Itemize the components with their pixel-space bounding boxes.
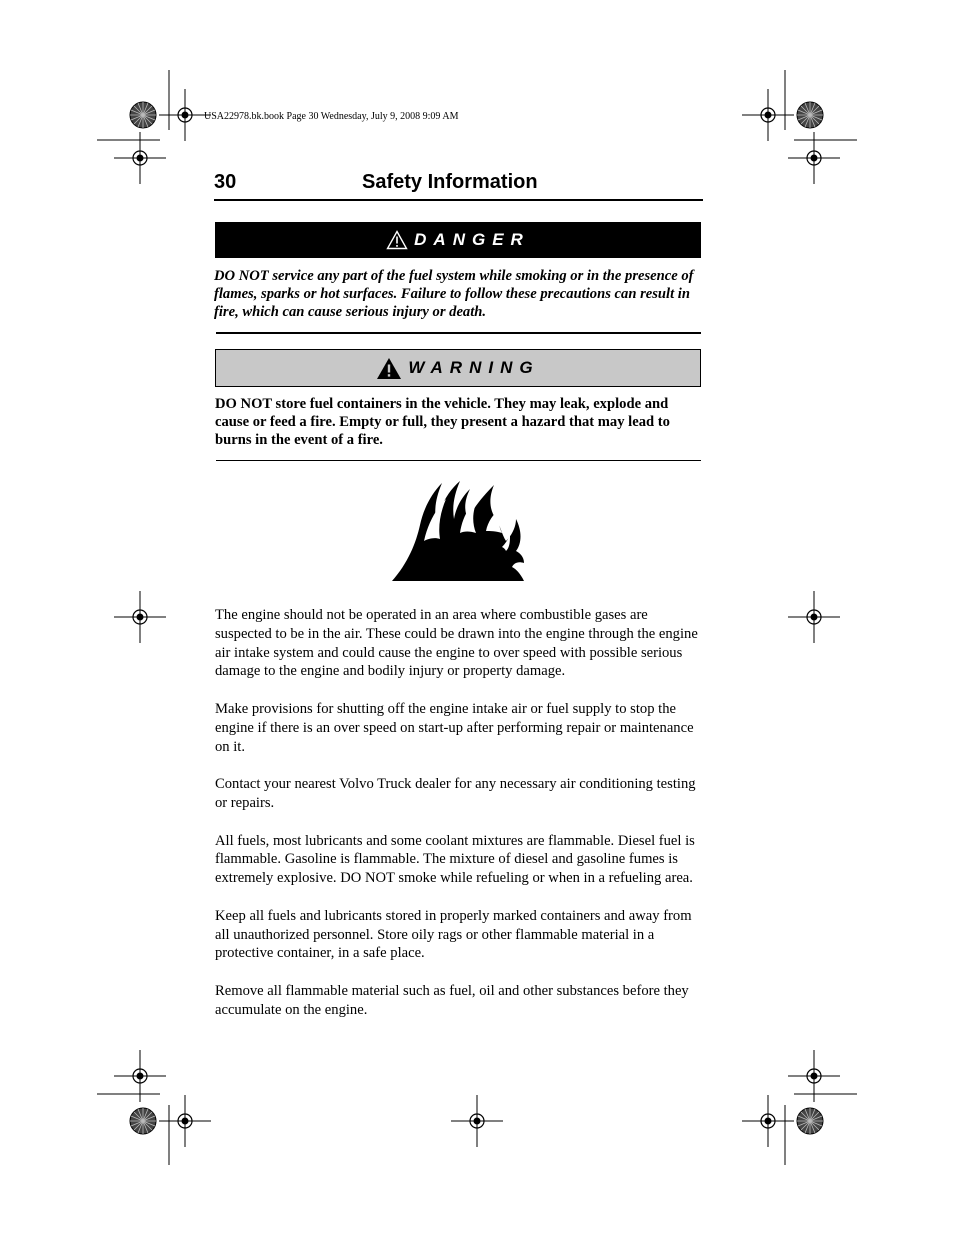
- header-rule: [214, 199, 703, 201]
- flame-icon: [390, 477, 530, 583]
- paragraph: Make provisions for shutting off the engine intake air or fuel supply to stop the engine if there is an over speed on start-up after performing repair or maintenance on it.: [215, 700, 694, 755]
- warning-triangle-icon: [386, 230, 408, 250]
- paragraph: Contact your nearest Volvo Truck dealer for any necessary air conditioning testing or repairs.: [215, 776, 696, 811]
- page-number: 30: [214, 171, 237, 193]
- paragraph: The engine should not be operated in an area where combustible gases are suspected to be in the air. These could be drawn into the engine through the engine air intake system and could cause the engine to over speed with possible serious damage to the engine and bodily injury or property damage.: [215, 607, 698, 680]
- paragraph: All fuels, most lubricants and some coolant mixtures are flammable. Diesel fuel is flammable. Gasoline is flammable. The mixture of diesel and gasoline fumes is extremely explosive. DO NOT smoke while refueling or when in a refueling area.: [215, 832, 695, 887]
- section-title: Safety Information: [362, 171, 538, 193]
- body-text: [215, 606, 705, 1038]
- danger-label: DANGER: [414, 230, 530, 249]
- danger-message: DO NOT service any part of the fuel system while smoking or in the presence of flames, sparks or hot surfaces. Failure to follow these precautions can result in fire, which can cause serious injury or death.: [214, 268, 694, 320]
- paragraph: Remove all flammable material such as fuel, oil and other substances before they accumulate on the engine.: [215, 982, 689, 1018]
- warning-rule: [216, 460, 701, 461]
- warning-message: DO NOT store fuel containers in the vehicle. They may leak, explode and cause or feed a fire. Empty or full, they present a hazard that may lead to burns in the event of a fire.: [215, 396, 670, 448]
- print-slug: USA22978.bk.book Page 30 Wednesday, July 9, 2008 9:09 AM: [204, 111, 459, 122]
- warning-banner: [215, 349, 701, 387]
- danger-banner: [215, 222, 701, 258]
- paragraph: Keep all fuels and lubricants stored in properly marked containers and away from all unauthorized personnel. Store oily rags or other flammable material in a protective container, in a safe place.: [215, 907, 692, 962]
- warning-label: WARNING: [408, 358, 540, 377]
- warning-triangle-filled-icon: [376, 357, 402, 380]
- danger-rule: [216, 332, 701, 334]
